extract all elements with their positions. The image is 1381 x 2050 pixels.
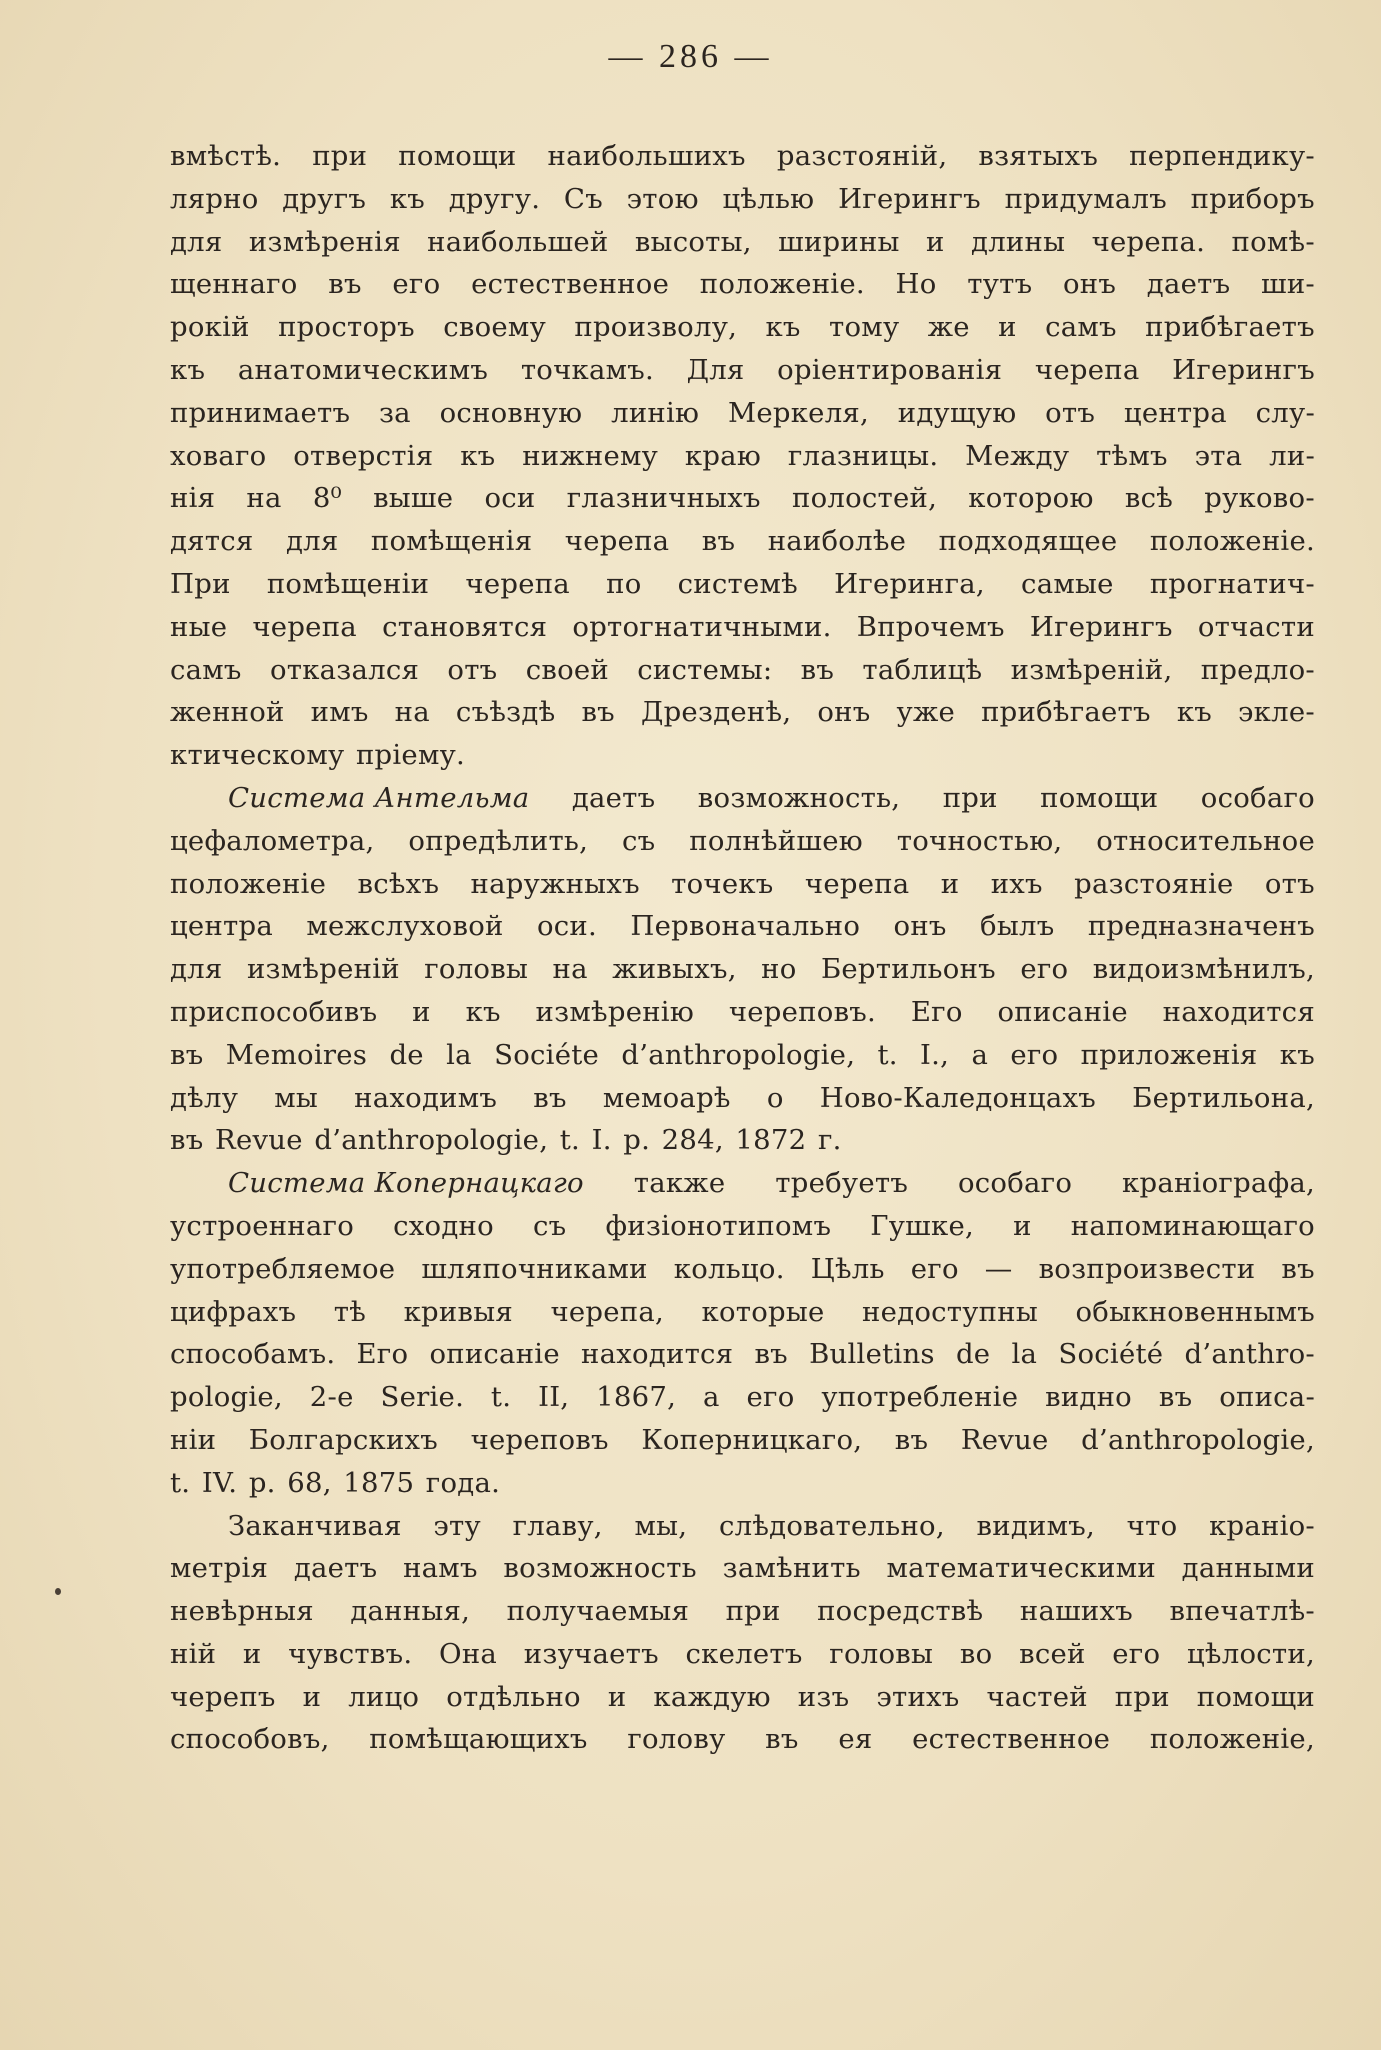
text-line: черепъ и лицо отдѣльно и каждую изъ этихъ частей при помощи: [170, 1680, 1315, 1713]
text-line: ній и чувствъ. Она изучаетъ скелетъ головы во всей его цѣлости,: [170, 1637, 1315, 1670]
text-line: способамъ. Его описаніе находится въ Bulletins de la Société d’anthro-: [170, 1338, 1315, 1371]
body-text: [170, 135, 1315, 1761]
text-line: pologie, 2-e Serie. t. II, 1867, а его употребленіе видно въ описа-: [170, 1381, 1315, 1414]
text-line: женной имъ на съѣздѣ въ Дрезденѣ, онъ уже прибѣгаетъ къ эклe-: [170, 696, 1315, 729]
text-line: метрія даетъ намъ возможность замѣнить математическими данными: [170, 1552, 1315, 1585]
text-line: положеніе всѣхъ наружныхъ точекъ черепа и ихъ разстояніе отъ: [170, 867, 1315, 900]
text-line: приспособивъ и къ измѣренію череповъ. Его описаніе находится: [170, 995, 1315, 1028]
text-line: употребляемое шляпочниками кольцо. Цѣль его — возпроизвести въ: [170, 1252, 1315, 1285]
text-line: лярно другъ къ другу. Съ этою цѣлью Игерингъ придумалъ приборъ: [170, 182, 1315, 215]
text-line: въ Memoires de la Sociéte d’anthropologie, t. I., а его приложенія къ: [170, 1038, 1315, 1071]
scan-speck: [55, 1588, 61, 1595]
text-line: ніи Болгарскихъ череповъ Коперницкаго, въ Revue d’anthropologie,: [170, 1423, 1315, 1456]
text-line: При помѣщеніи черепа по системѣ Игеринга, самые прогнатич-: [170, 567, 1315, 600]
page-number: — 286 —: [608, 38, 773, 75]
text-line: въ Revue d’anthropologie, t. I. p. 284, 1872 г.: [170, 1124, 842, 1157]
text-line: самъ отказался отъ своей системы: въ таблицѣ измѣреній, предло-: [170, 653, 1315, 686]
text-line: центра межслуховой оси. Первоначально онъ былъ предназначенъ: [170, 910, 1315, 943]
text-line: ктическому пріему.: [170, 739, 466, 772]
text-line: устроеннаго сходно съ физіонотипомъ Гушке, и напоминающаго: [170, 1209, 1315, 1242]
italic-heading: Система Антельма: [228, 781, 530, 814]
text-line: щеннаго въ его естественное положеніе. Но тутъ онъ даетъ ши-: [170, 268, 1315, 301]
text-line: принимаетъ за основную линію Меркеля, идущую отъ центра слу-: [170, 396, 1315, 429]
italic-heading: Система Копернацкаго: [228, 1167, 584, 1200]
text-line: цефалометра, опредѣлить, съ полнѣйшею точностью, относительное: [170, 824, 1315, 857]
text-line: ховаго отверстія къ нижнему краю глазницы. Между тѣмъ эта ли-: [170, 439, 1315, 472]
text-line: къ анатомическимъ точкамъ. Для оріентированія черепа Игерингъ: [170, 353, 1315, 386]
text-line: Заканчивая эту главу, мы, слѣдовательно, видимъ, что краніо-: [228, 1509, 1315, 1542]
text-line: нія на 8⁰ выше оси глазничныхъ полостей, которою всѣ руково-: [170, 482, 1315, 515]
text-line: цифрахъ тѣ кривыя черепа, которые недоступны обыкновеннымъ: [170, 1295, 1315, 1328]
text-line: t. IV. p. 68, 1875 года.: [170, 1466, 501, 1499]
text-line: для измѣренія наибольшей высоты, ширины и длины черепа. помѣ-: [170, 225, 1315, 258]
text-line: ные черепа становятся ортогнатичными. Впрочемъ Игерингъ отчасти: [170, 610, 1315, 643]
text-line: дѣлу мы находимъ въ мемоарѣ о Ново-Каледонцахъ Бертильона,: [170, 1081, 1315, 1114]
text-line: способовъ, помѣщающихъ голову въ ея естественное положеніе,: [170, 1723, 1315, 1756]
text-line: Система Копернацкаго также требуетъ особаго краніографа,: [170, 1162, 1315, 1205]
text-line: дятся для помѣщенія черепа въ наиболѣе подходящее положеніе.: [170, 525, 1315, 558]
text-line: рокій просторъ своему произволу, къ тому же и самъ прибѣгаетъ: [170, 311, 1315, 344]
text-line: невѣрныя данныя, получаемыя при посредствѣ нашихъ впечатлѣ-: [170, 1595, 1315, 1628]
text-line: вмѣстѣ. при помощи наибольшихъ разстояній, взятыхъ перпендику-: [170, 140, 1315, 172]
text-line: для измѣреній головы на живыхъ, но Бертильонъ его видоизмѣнилъ,: [170, 953, 1315, 986]
text-line: Система Антельма даетъ возможность, при помощи особаго: [170, 777, 1315, 820]
